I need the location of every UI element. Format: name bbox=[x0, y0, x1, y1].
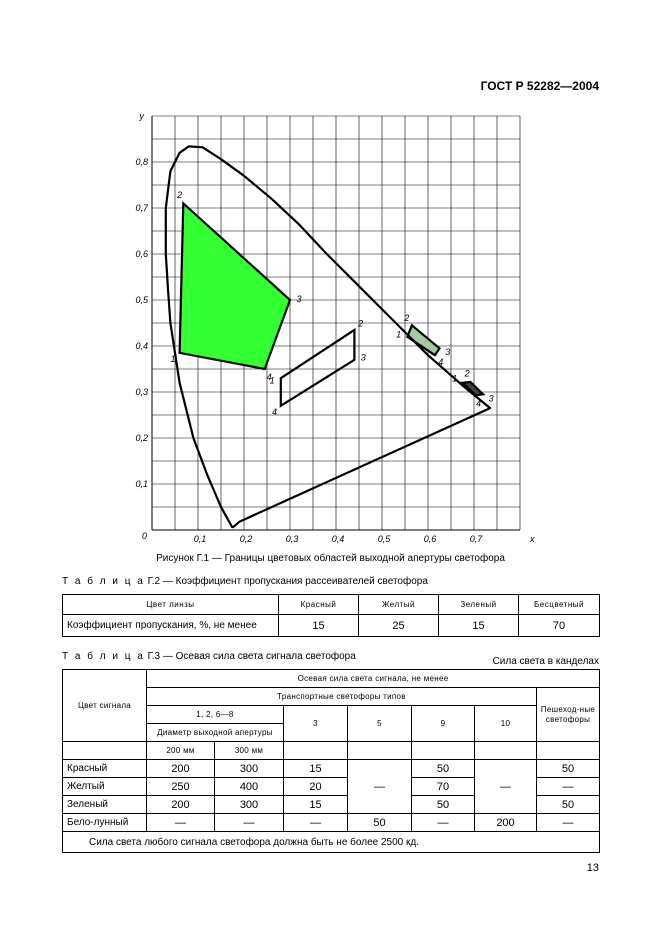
table-cell: — bbox=[537, 814, 600, 832]
table-cell: 300 bbox=[215, 760, 284, 778]
y-tick-label: 0,3 bbox=[135, 387, 148, 397]
row-label: Желтый bbox=[63, 778, 147, 796]
vertex-label: 2 bbox=[358, 318, 364, 329]
axial-intensity-header: Осевая сила света сигнала, не менее bbox=[147, 670, 600, 688]
standard-header: ГОСТ Р 52282—2004 bbox=[480, 79, 599, 93]
vertex-label: 4 bbox=[271, 407, 278, 418]
y-tick-label: 0,5 bbox=[135, 295, 148, 305]
table-cell: — bbox=[215, 814, 284, 832]
table-cell: 50 bbox=[412, 796, 475, 814]
table-cell: 20 bbox=[284, 778, 348, 796]
vertex-label: 3 bbox=[488, 393, 494, 404]
column-header: Бесцветный bbox=[519, 595, 600, 615]
pedestrian-header: Пешеход-ные светофоры bbox=[537, 688, 600, 742]
table-cell: — bbox=[147, 814, 215, 832]
vertex-label: 1 bbox=[452, 373, 458, 384]
table-cell: 50 bbox=[348, 814, 412, 832]
axial-intensity-table bbox=[62, 669, 600, 853]
aperture-header: Диаметр выходной апертуры bbox=[147, 724, 284, 742]
column-header: Зеленый bbox=[439, 595, 519, 615]
vertex-label: 1 bbox=[269, 375, 275, 386]
unit-note: Сила света в канделах bbox=[492, 656, 599, 667]
table2-title-text: Г.2 — Коэффициент пропускания рассеивателей светофора bbox=[147, 576, 428, 587]
table-cell: 25 bbox=[359, 615, 439, 637]
vertex-label: 2 bbox=[177, 190, 183, 201]
x-tick-label: 0,3 bbox=[285, 534, 299, 544]
table-cell: 15 bbox=[439, 615, 519, 637]
table-cell: 200 bbox=[147, 760, 215, 778]
x-tick-label: 0,7 bbox=[469, 534, 483, 544]
transport-header: Транспортные светофоры типов bbox=[147, 688, 537, 706]
table-note: Сила света любого сигнала светофора должна быть не более 2500 кд. bbox=[63, 832, 600, 853]
empty-cell bbox=[537, 742, 600, 760]
vertex-label: 3 bbox=[360, 352, 366, 363]
d300-header: 300 мм bbox=[215, 742, 284, 760]
table-cell: — bbox=[284, 814, 348, 832]
x-tick-label: 0,4 bbox=[331, 534, 345, 544]
y-tick-label: 0,8 bbox=[135, 157, 148, 167]
column-header: Цвет линзы bbox=[63, 595, 279, 615]
table-cell: 15 bbox=[279, 615, 359, 637]
y-tick-label: 0,1 bbox=[135, 479, 148, 489]
table-row bbox=[63, 615, 600, 637]
origin-label: 0 bbox=[141, 531, 147, 541]
figure-caption: Рисунок Г.1 — Границы цветовых областей выходной апертуры светофора bbox=[156, 553, 505, 564]
y-tick-label: 0,2 bbox=[135, 433, 148, 443]
vertex-label: 2 bbox=[404, 313, 410, 323]
table2-title bbox=[62, 576, 428, 587]
column-header: Желтый bbox=[359, 595, 439, 615]
x-tick-label: 0,2 bbox=[239, 534, 253, 544]
empty-cell bbox=[348, 742, 412, 760]
vertex-label: 2 bbox=[464, 368, 470, 379]
type5-header: 5 bbox=[348, 706, 412, 742]
table-cell: 400 bbox=[215, 778, 284, 796]
table2-title-prefix: Т а б л и ц а bbox=[62, 576, 145, 587]
table3-title-text: Г.3 — Осевая сила света сигнала светофора bbox=[147, 651, 356, 662]
page-number: 13 bbox=[586, 862, 599, 874]
table-cell: 200 bbox=[475, 814, 537, 832]
y-tick-label: 0,7 bbox=[135, 203, 148, 213]
x-tick-label: 0,6 bbox=[423, 534, 437, 544]
table-cell: 70 bbox=[519, 615, 600, 637]
table-row bbox=[63, 760, 600, 778]
table-cell: 70 bbox=[412, 778, 475, 796]
vertex-label: 4 bbox=[476, 398, 482, 409]
vertex-label: 3 bbox=[296, 294, 302, 305]
vertex-label: 4 bbox=[438, 357, 444, 368]
table-cell: 50 bbox=[537, 796, 600, 814]
column-header: Красный bbox=[279, 595, 359, 615]
table-cell: 50 bbox=[537, 760, 600, 778]
row-label: Красный bbox=[63, 760, 147, 778]
table-cell: — bbox=[537, 778, 600, 796]
row-label: Коэффициент пропускания, %, не менее bbox=[63, 615, 279, 637]
lens-transmission-table bbox=[62, 594, 600, 637]
vertex-label: 1 bbox=[170, 354, 176, 364]
table-cell: 200 bbox=[147, 796, 215, 814]
x-axis-label: x bbox=[530, 534, 535, 544]
table-cell: — bbox=[412, 814, 475, 832]
table-cell: — bbox=[348, 760, 412, 814]
table-note-row bbox=[63, 832, 600, 853]
table-cell: 250 bbox=[147, 778, 215, 796]
row-label: Зеленый bbox=[63, 796, 147, 814]
table-header-row bbox=[63, 595, 600, 615]
vertex-label: 3 bbox=[445, 346, 451, 357]
type3-header: 3 bbox=[284, 706, 348, 742]
vertex-label: 1 bbox=[396, 329, 402, 340]
table-cell: 50 bbox=[412, 760, 475, 778]
types-header: 1, 2, 6—8 bbox=[147, 706, 284, 724]
type10-header: 10 bbox=[475, 706, 537, 742]
x-tick-label: 0,1 bbox=[193, 534, 207, 544]
table-row bbox=[63, 814, 600, 832]
table-cell: 300 bbox=[215, 796, 284, 814]
table-cell: 15 bbox=[284, 796, 348, 814]
table3-title-prefix: Т а б л и ц а bbox=[62, 651, 145, 662]
table3-title bbox=[62, 651, 356, 662]
row-label: Бело-лунный bbox=[63, 814, 147, 832]
x-tick-label: 0,5 bbox=[377, 534, 391, 544]
color-region-1 bbox=[180, 203, 290, 369]
type9-header: 9 bbox=[412, 706, 475, 742]
empty-cell bbox=[63, 742, 147, 760]
table-cell: — bbox=[475, 760, 537, 814]
y-axis-label: y bbox=[139, 111, 144, 121]
empty-cell bbox=[284, 742, 348, 760]
empty-cell bbox=[475, 742, 537, 760]
vertex-label: 4 bbox=[266, 371, 272, 382]
table-cell: 15 bbox=[284, 760, 348, 778]
signal-color-header: Цвет сигнала bbox=[63, 670, 147, 742]
y-tick-label: 0,4 bbox=[135, 341, 148, 351]
empty-cell bbox=[412, 742, 475, 760]
y-tick-label: 0,6 bbox=[135, 249, 148, 259]
d200-header: 200 мм bbox=[147, 742, 215, 760]
color-region-2 bbox=[281, 330, 355, 406]
